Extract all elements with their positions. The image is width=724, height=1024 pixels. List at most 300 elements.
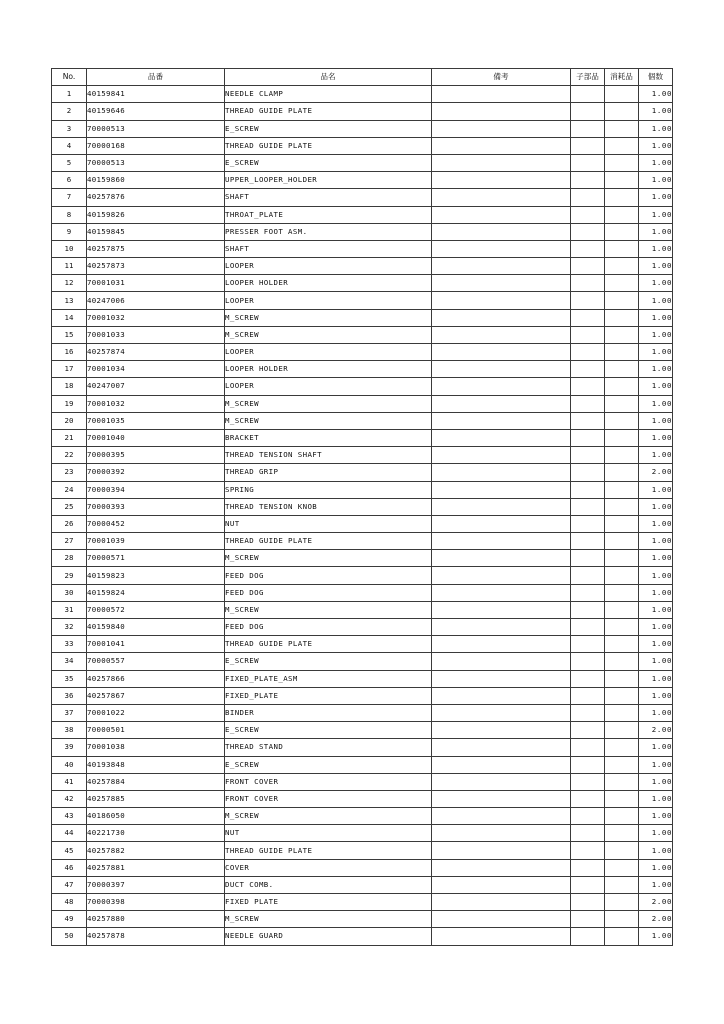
consumable-cell bbox=[605, 911, 639, 928]
part-name-cell: THREAD TENSION KNOB bbox=[225, 498, 432, 515]
consumable-cell bbox=[605, 292, 639, 309]
consumable-cell bbox=[605, 876, 639, 893]
table-row bbox=[52, 344, 673, 361]
part-name-cell: DUCT COMB. bbox=[225, 876, 432, 893]
row-number: 25 bbox=[52, 498, 87, 515]
row-number: 26 bbox=[52, 515, 87, 532]
table-row bbox=[52, 429, 673, 446]
remarks-cell bbox=[432, 326, 571, 343]
row-number: 7 bbox=[52, 189, 87, 206]
sub-part-cell bbox=[571, 189, 605, 206]
part-number-cell: 40159860 bbox=[87, 172, 225, 189]
table-row bbox=[52, 326, 673, 343]
quantity-cell: 1.00 bbox=[639, 773, 673, 790]
part-name-cell: NUT bbox=[225, 825, 432, 842]
quantity-cell: 1.00 bbox=[639, 292, 673, 309]
part-number-cell: 40193848 bbox=[87, 756, 225, 773]
row-number: 8 bbox=[52, 206, 87, 223]
row-number: 18 bbox=[52, 378, 87, 395]
consumable-cell bbox=[605, 137, 639, 154]
remarks-cell bbox=[432, 550, 571, 567]
quantity-cell: 1.00 bbox=[639, 154, 673, 171]
quantity-cell: 1.00 bbox=[639, 876, 673, 893]
row-number: 37 bbox=[52, 704, 87, 721]
remarks-cell bbox=[432, 808, 571, 825]
table-row bbox=[52, 876, 673, 893]
table-body bbox=[52, 86, 673, 945]
table-row bbox=[52, 240, 673, 257]
remarks-cell bbox=[432, 344, 571, 361]
part-name-cell: THREAD GUIDE PLATE bbox=[225, 137, 432, 154]
part-number-cell: 70000571 bbox=[87, 550, 225, 567]
part-number-cell: 70000397 bbox=[87, 876, 225, 893]
header-part-name: 品名 bbox=[225, 69, 432, 86]
sub-part-cell bbox=[571, 120, 605, 137]
header-remarks: 備考 bbox=[432, 69, 571, 86]
consumable-cell bbox=[605, 533, 639, 550]
consumable-cell bbox=[605, 825, 639, 842]
consumable-cell bbox=[605, 636, 639, 653]
consumable-cell bbox=[605, 361, 639, 378]
row-number: 21 bbox=[52, 429, 87, 446]
part-name-cell: M_SCREW bbox=[225, 601, 432, 618]
sub-part-cell bbox=[571, 670, 605, 687]
sub-part-cell bbox=[571, 154, 605, 171]
table-header-row bbox=[52, 69, 673, 86]
part-name-cell: NUT bbox=[225, 515, 432, 532]
remarks-cell bbox=[432, 258, 571, 275]
quantity-cell: 1.00 bbox=[639, 601, 673, 618]
part-number-cell: 40257882 bbox=[87, 842, 225, 859]
table-row bbox=[52, 584, 673, 601]
part-name-cell: THREAD GUIDE PLATE bbox=[225, 533, 432, 550]
consumable-cell bbox=[605, 275, 639, 292]
remarks-cell bbox=[432, 120, 571, 137]
part-number-cell: 70000168 bbox=[87, 137, 225, 154]
remarks-cell bbox=[432, 842, 571, 859]
part-name-cell: M_SCREW bbox=[225, 326, 432, 343]
quantity-cell: 1.00 bbox=[639, 498, 673, 515]
header-no: No. bbox=[52, 69, 87, 86]
part-name-cell: E_SCREW bbox=[225, 653, 432, 670]
part-name-cell: E_SCREW bbox=[225, 722, 432, 739]
consumable-cell bbox=[605, 481, 639, 498]
quantity-cell: 1.00 bbox=[639, 550, 673, 567]
quantity-cell: 1.00 bbox=[639, 584, 673, 601]
row-number: 2 bbox=[52, 103, 87, 120]
sub-part-cell bbox=[571, 429, 605, 446]
quantity-cell: 2.00 bbox=[639, 464, 673, 481]
remarks-cell bbox=[432, 859, 571, 876]
part-name-cell: FRONT COVER bbox=[225, 790, 432, 807]
consumable-cell bbox=[605, 447, 639, 464]
consumable-cell bbox=[605, 344, 639, 361]
remarks-cell bbox=[432, 653, 571, 670]
part-number-cell: 70000572 bbox=[87, 601, 225, 618]
part-number-cell: 40257881 bbox=[87, 859, 225, 876]
part-number-cell: 40186050 bbox=[87, 808, 225, 825]
row-number: 4 bbox=[52, 137, 87, 154]
sub-part-cell bbox=[571, 498, 605, 515]
consumable-cell bbox=[605, 86, 639, 103]
sub-part-cell bbox=[571, 86, 605, 103]
quantity-cell: 1.00 bbox=[639, 567, 673, 584]
quantity-cell: 1.00 bbox=[639, 739, 673, 756]
sub-part-cell bbox=[571, 739, 605, 756]
part-name-cell: BRACKET bbox=[225, 429, 432, 446]
row-number: 43 bbox=[52, 808, 87, 825]
consumable-cell bbox=[605, 172, 639, 189]
sub-part-cell bbox=[571, 876, 605, 893]
part-name-cell: FIXED_PLATE_ASM bbox=[225, 670, 432, 687]
consumable-cell bbox=[605, 326, 639, 343]
sub-part-cell bbox=[571, 326, 605, 343]
remarks-cell bbox=[432, 292, 571, 309]
remarks-cell bbox=[432, 429, 571, 446]
quantity-cell: 1.00 bbox=[639, 687, 673, 704]
remarks-cell bbox=[432, 790, 571, 807]
quantity-cell: 1.00 bbox=[639, 309, 673, 326]
quantity-cell: 1.00 bbox=[639, 86, 673, 103]
part-number-cell: 70001040 bbox=[87, 429, 225, 446]
remarks-cell bbox=[432, 825, 571, 842]
sub-part-cell bbox=[571, 206, 605, 223]
consumable-cell bbox=[605, 154, 639, 171]
remarks-cell bbox=[432, 498, 571, 515]
part-number-cell: 70000501 bbox=[87, 722, 225, 739]
table-row bbox=[52, 258, 673, 275]
table-row bbox=[52, 447, 673, 464]
row-number: 38 bbox=[52, 722, 87, 739]
table-row bbox=[52, 172, 673, 189]
quantity-cell: 1.00 bbox=[639, 790, 673, 807]
quantity-cell: 1.00 bbox=[639, 344, 673, 361]
remarks-cell bbox=[432, 172, 571, 189]
part-name-cell: M_SCREW bbox=[225, 911, 432, 928]
part-name-cell: BINDER bbox=[225, 704, 432, 721]
part-number-cell: 70000392 bbox=[87, 464, 225, 481]
row-number: 31 bbox=[52, 601, 87, 618]
remarks-cell bbox=[432, 704, 571, 721]
row-number: 9 bbox=[52, 223, 87, 240]
table-row bbox=[52, 275, 673, 292]
remarks-cell bbox=[432, 584, 571, 601]
part-number-cell: 70000452 bbox=[87, 515, 225, 532]
row-number: 12 bbox=[52, 275, 87, 292]
part-number-cell: 40159841 bbox=[87, 86, 225, 103]
table-row bbox=[52, 687, 673, 704]
part-name-cell: THREAD GUIDE PLATE bbox=[225, 842, 432, 859]
part-number-cell: 70000394 bbox=[87, 481, 225, 498]
remarks-cell bbox=[432, 189, 571, 206]
remarks-cell bbox=[432, 601, 571, 618]
row-number: 20 bbox=[52, 412, 87, 429]
consumable-cell bbox=[605, 584, 639, 601]
row-number: 14 bbox=[52, 309, 87, 326]
sub-part-cell bbox=[571, 584, 605, 601]
quantity-cell: 1.00 bbox=[639, 258, 673, 275]
part-number-cell: 40221730 bbox=[87, 825, 225, 842]
table-row bbox=[52, 137, 673, 154]
sub-part-cell bbox=[571, 808, 605, 825]
row-number: 30 bbox=[52, 584, 87, 601]
sub-part-cell bbox=[571, 619, 605, 636]
part-number-cell: 70001039 bbox=[87, 533, 225, 550]
quantity-cell: 1.00 bbox=[639, 275, 673, 292]
consumable-cell bbox=[605, 722, 639, 739]
row-number: 34 bbox=[52, 653, 87, 670]
remarks-cell bbox=[432, 876, 571, 893]
row-number: 3 bbox=[52, 120, 87, 137]
part-number-cell: 40257867 bbox=[87, 687, 225, 704]
consumable-cell bbox=[605, 567, 639, 584]
remarks-cell bbox=[432, 395, 571, 412]
consumable-cell bbox=[605, 687, 639, 704]
row-number: 1 bbox=[52, 86, 87, 103]
sub-part-cell bbox=[571, 309, 605, 326]
quantity-cell: 1.00 bbox=[639, 378, 673, 395]
row-number: 35 bbox=[52, 670, 87, 687]
consumable-cell bbox=[605, 378, 639, 395]
row-number: 47 bbox=[52, 876, 87, 893]
part-number-cell: 40257878 bbox=[87, 928, 225, 945]
consumable-cell bbox=[605, 808, 639, 825]
sub-part-cell bbox=[571, 756, 605, 773]
remarks-cell bbox=[432, 636, 571, 653]
part-number-cell: 40257866 bbox=[87, 670, 225, 687]
part-name-cell: FIXED PLATE bbox=[225, 894, 432, 911]
table-row bbox=[52, 928, 673, 945]
sub-part-cell bbox=[571, 240, 605, 257]
quantity-cell: 1.00 bbox=[639, 326, 673, 343]
sub-part-cell bbox=[571, 344, 605, 361]
consumable-cell bbox=[605, 189, 639, 206]
header-part-number: 品番 bbox=[87, 69, 225, 86]
sub-part-cell bbox=[571, 447, 605, 464]
remarks-cell bbox=[432, 309, 571, 326]
table-row bbox=[52, 206, 673, 223]
part-name-cell: THREAD GRIP bbox=[225, 464, 432, 481]
row-number: 49 bbox=[52, 911, 87, 928]
quantity-cell: 1.00 bbox=[639, 670, 673, 687]
table-row bbox=[52, 859, 673, 876]
parts-table bbox=[51, 68, 673, 946]
consumable-cell bbox=[605, 790, 639, 807]
part-number-cell: 70001034 bbox=[87, 361, 225, 378]
consumable-cell bbox=[605, 619, 639, 636]
row-number: 16 bbox=[52, 344, 87, 361]
part-number-cell: 70001041 bbox=[87, 636, 225, 653]
remarks-cell bbox=[432, 223, 571, 240]
table-row bbox=[52, 704, 673, 721]
table-row bbox=[52, 808, 673, 825]
table-row bbox=[52, 412, 673, 429]
row-number: 33 bbox=[52, 636, 87, 653]
sub-part-cell bbox=[571, 825, 605, 842]
table-row bbox=[52, 86, 673, 103]
remarks-cell bbox=[432, 103, 571, 120]
remarks-cell bbox=[432, 240, 571, 257]
part-number-cell: 70000513 bbox=[87, 120, 225, 137]
part-name-cell: THREAD GUIDE PLATE bbox=[225, 636, 432, 653]
consumable-cell bbox=[605, 653, 639, 670]
quantity-cell: 1.00 bbox=[639, 189, 673, 206]
consumable-cell bbox=[605, 258, 639, 275]
row-number: 17 bbox=[52, 361, 87, 378]
table-row bbox=[52, 498, 673, 515]
remarks-cell bbox=[432, 378, 571, 395]
sub-part-cell bbox=[571, 275, 605, 292]
row-number: 50 bbox=[52, 928, 87, 945]
table-row bbox=[52, 894, 673, 911]
remarks-cell bbox=[432, 773, 571, 790]
part-number-cell: 70001031 bbox=[87, 275, 225, 292]
consumable-cell bbox=[605, 859, 639, 876]
table-row bbox=[52, 825, 673, 842]
quantity-cell: 1.00 bbox=[639, 412, 673, 429]
quantity-cell: 1.00 bbox=[639, 756, 673, 773]
consumable-cell bbox=[605, 412, 639, 429]
part-name-cell: M_SCREW bbox=[225, 395, 432, 412]
remarks-cell bbox=[432, 275, 571, 292]
table-row bbox=[52, 292, 673, 309]
quantity-cell: 1.00 bbox=[639, 223, 673, 240]
sub-part-cell bbox=[571, 533, 605, 550]
quantity-cell: 1.00 bbox=[639, 825, 673, 842]
remarks-cell bbox=[432, 137, 571, 154]
table-row bbox=[52, 550, 673, 567]
part-number-cell: 70001033 bbox=[87, 326, 225, 343]
table-row bbox=[52, 378, 673, 395]
sub-part-cell bbox=[571, 567, 605, 584]
consumable-cell bbox=[605, 739, 639, 756]
part-number-cell: 70000395 bbox=[87, 447, 225, 464]
quantity-cell: 1.00 bbox=[639, 808, 673, 825]
quantity-cell: 1.00 bbox=[639, 704, 673, 721]
sub-part-cell bbox=[571, 137, 605, 154]
consumable-cell bbox=[605, 240, 639, 257]
row-number: 41 bbox=[52, 773, 87, 790]
table-row bbox=[52, 120, 673, 137]
row-number: 5 bbox=[52, 154, 87, 171]
sub-part-cell bbox=[571, 928, 605, 945]
row-number: 10 bbox=[52, 240, 87, 257]
part-number-cell: 40257874 bbox=[87, 344, 225, 361]
consumable-cell bbox=[605, 103, 639, 120]
part-name-cell: UPPER_LOOPER_HOLDER bbox=[225, 172, 432, 189]
quantity-cell: 1.00 bbox=[639, 137, 673, 154]
row-number: 45 bbox=[52, 842, 87, 859]
remarks-cell bbox=[432, 756, 571, 773]
quantity-cell: 1.00 bbox=[639, 172, 673, 189]
quantity-cell: 1.00 bbox=[639, 636, 673, 653]
part-name-cell: COVER bbox=[225, 859, 432, 876]
sub-part-cell bbox=[571, 258, 605, 275]
consumable-cell bbox=[605, 309, 639, 326]
sub-part-cell bbox=[571, 601, 605, 618]
consumable-cell bbox=[605, 223, 639, 240]
sub-part-cell bbox=[571, 223, 605, 240]
sub-part-cell bbox=[571, 378, 605, 395]
table-row bbox=[52, 670, 673, 687]
quantity-cell: 1.00 bbox=[639, 928, 673, 945]
part-name-cell: NEEDLE CLAMP bbox=[225, 86, 432, 103]
row-number: 32 bbox=[52, 619, 87, 636]
part-number-cell: 70000398 bbox=[87, 894, 225, 911]
part-number-cell: 40257875 bbox=[87, 240, 225, 257]
row-number: 48 bbox=[52, 894, 87, 911]
quantity-cell: 1.00 bbox=[639, 515, 673, 532]
remarks-cell bbox=[432, 928, 571, 945]
part-number-cell: 40247006 bbox=[87, 292, 225, 309]
parts-list-sheet bbox=[51, 68, 673, 946]
table-row bbox=[52, 309, 673, 326]
consumable-cell bbox=[605, 395, 639, 412]
table-row bbox=[52, 464, 673, 481]
part-name-cell: LOOPER bbox=[225, 258, 432, 275]
table-row bbox=[52, 722, 673, 739]
quantity-cell: 1.00 bbox=[639, 120, 673, 137]
row-number: 6 bbox=[52, 172, 87, 189]
row-number: 36 bbox=[52, 687, 87, 704]
table-row bbox=[52, 842, 673, 859]
consumable-cell bbox=[605, 773, 639, 790]
part-number-cell: 40257876 bbox=[87, 189, 225, 206]
quantity-cell: 1.00 bbox=[639, 859, 673, 876]
table-row bbox=[52, 601, 673, 618]
remarks-cell bbox=[432, 687, 571, 704]
part-number-cell: 70001022 bbox=[87, 704, 225, 721]
row-number: 19 bbox=[52, 395, 87, 412]
consumable-cell bbox=[605, 429, 639, 446]
part-number-cell: 40159845 bbox=[87, 223, 225, 240]
sub-part-cell bbox=[571, 894, 605, 911]
quantity-cell: 1.00 bbox=[639, 240, 673, 257]
row-number: 24 bbox=[52, 481, 87, 498]
table-row bbox=[52, 636, 673, 653]
header-sub-part: 子部品 bbox=[571, 69, 605, 86]
part-name-cell: NEEDLE GUARD bbox=[225, 928, 432, 945]
consumable-cell bbox=[605, 515, 639, 532]
row-number: 15 bbox=[52, 326, 87, 343]
quantity-cell: 1.00 bbox=[639, 361, 673, 378]
consumable-cell bbox=[605, 206, 639, 223]
part-number-cell: 70000513 bbox=[87, 154, 225, 171]
part-name-cell: LOOPER HOLDER bbox=[225, 361, 432, 378]
remarks-cell bbox=[432, 670, 571, 687]
remarks-cell bbox=[432, 447, 571, 464]
remarks-cell bbox=[432, 722, 571, 739]
part-number-cell: 40159824 bbox=[87, 584, 225, 601]
table-row bbox=[52, 481, 673, 498]
part-name-cell: M_SCREW bbox=[225, 550, 432, 567]
part-name-cell: FEED DOG bbox=[225, 567, 432, 584]
table-row bbox=[52, 533, 673, 550]
quantity-cell: 1.00 bbox=[639, 842, 673, 859]
part-name-cell: FIXED_PLATE bbox=[225, 687, 432, 704]
quantity-cell: 1.00 bbox=[639, 653, 673, 670]
part-name-cell: LOOPER bbox=[225, 378, 432, 395]
table-row bbox=[52, 189, 673, 206]
part-number-cell: 40257880 bbox=[87, 911, 225, 928]
part-name-cell: SPRING bbox=[225, 481, 432, 498]
sub-part-cell bbox=[571, 361, 605, 378]
sub-part-cell bbox=[571, 704, 605, 721]
consumable-cell bbox=[605, 704, 639, 721]
remarks-cell bbox=[432, 515, 571, 532]
consumable-cell bbox=[605, 928, 639, 945]
part-number-cell: 40159840 bbox=[87, 619, 225, 636]
